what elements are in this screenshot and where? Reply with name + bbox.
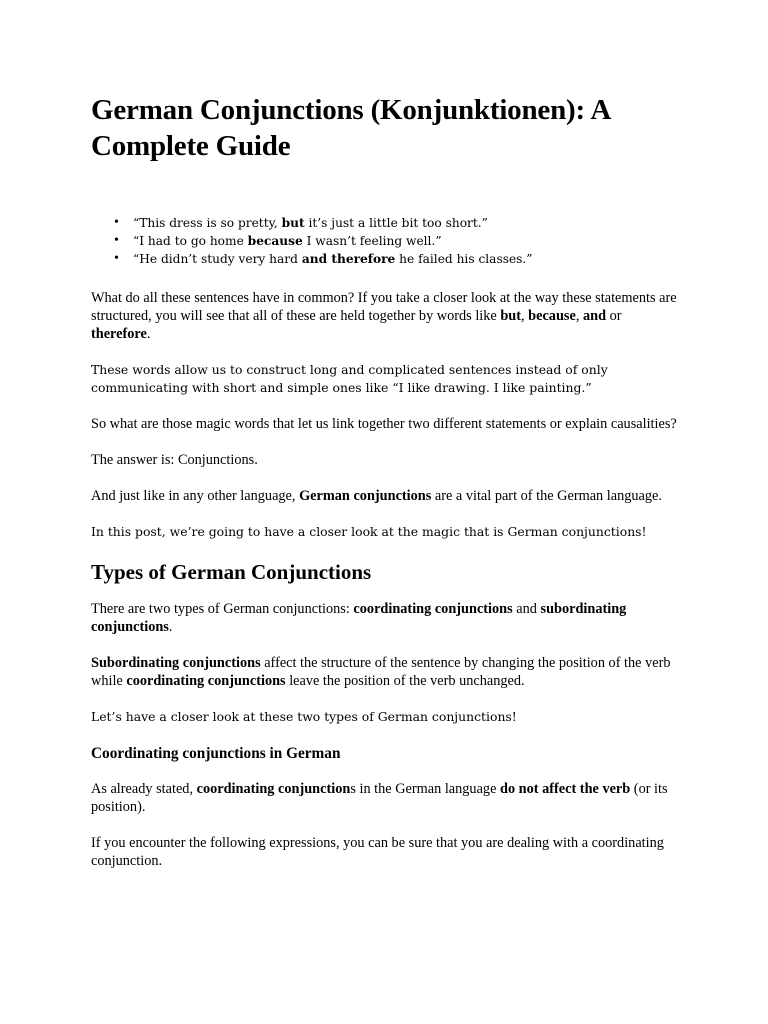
paragraph-following-expressions: If you encounter the following expressions, you can be sure that you are dealing with a coordinating conjunction.: [91, 835, 664, 869]
keyword-subordinating: Subordinating conjunctions: [91, 655, 261, 671]
list-item: [133, 250, 678, 268]
paragraph-text: .: [168, 619, 173, 635]
keyword-but: but: [500, 308, 521, 324]
paragraph-text: As already stated,: [91, 781, 197, 797]
intro-paragraph: [91, 289, 678, 343]
page-title: German Conjunctions (Konjunktionen): A Complete Guide: [91, 94, 610, 162]
keyword-because: because: [528, 308, 576, 324]
keyword-verb: do not affect the verb: [500, 781, 631, 797]
paragraph-post-intro: In this post, we’re going to have a closer look at the magic that is German conjunctions!: [91, 524, 647, 539]
paragraph-sentences: These words allow us to construct long and complicated sentences instead of only communicating with short and simple ones like “I like drawing. I like painting.”: [91, 362, 608, 395]
paragraph-text: There are two types of German conjunctions:: [91, 601, 354, 617]
paragraph-text: and: [512, 601, 541, 617]
paragraph-closer-look: Let’s have a closer look at these two types of German conjunctions!: [91, 709, 517, 724]
list-item: [133, 232, 678, 250]
keyword-therefore: therefore: [91, 326, 147, 342]
paragraph-text: ,: [575, 308, 583, 324]
example-text: he failed his classes.”: [395, 252, 533, 266]
example-keyword: and therefore: [301, 252, 396, 266]
keyword-coordinating: coordinating conjunctions: [126, 673, 286, 689]
example-keyword: but: [281, 216, 305, 230]
paragraph-text: .: [146, 326, 151, 342]
paragraph-two-types: [91, 600, 678, 636]
example-text: I wasn’t feeling well.”: [302, 234, 442, 248]
paragraph-german-conjunctions: [91, 487, 678, 505]
paragraph-verb-position: [91, 654, 678, 690]
keyword-coordinating: coordinating conjunction: [196, 781, 351, 797]
paragraph-text: And just like in any other language,: [91, 488, 300, 504]
list-item: [133, 214, 678, 232]
example-text: “This dress is so pretty,: [133, 216, 282, 230]
paragraph-text: s in the German language: [350, 781, 500, 797]
paragraph-magic-words: So what are those magic words that let us link together two different statements or explain causalities?: [91, 416, 677, 432]
paragraph-text: affect the structure of the sentence by changing the position of the verb while: [91, 655, 671, 689]
subsection-heading-coordinating: Coordinating conjunctions in German: [91, 745, 341, 762]
keyword-german-conjunctions: German conjunctions: [299, 488, 432, 504]
paragraph-text: (or its position).: [91, 781, 668, 815]
paragraph-already-stated: [91, 780, 678, 816]
paragraph-answer: The answer is: Conjunctions.: [91, 452, 258, 468]
example-text: “He didn’t study very hard: [133, 252, 302, 266]
paragraph-text: or: [606, 308, 622, 324]
keyword-coordinating: coordinating conjunctions: [353, 601, 513, 617]
example-text: “I had to go home: [133, 234, 248, 248]
keyword-and: and: [582, 308, 607, 324]
section-heading-types: Types of German Conjunctions: [91, 560, 372, 584]
paragraph-text: leave the position of the verb unchanged.: [285, 673, 525, 689]
paragraph-text: What do all these sentences have in common? If you take a closer look at the way these statements are structured, you will see that all of these are held together by words like: [91, 290, 677, 324]
example-text: it’s just a little bit too short.”: [304, 216, 488, 230]
example-keyword: because: [247, 234, 303, 248]
example-sentences-list: [91, 214, 678, 268]
paragraph-text: are a vital part of the German language.: [431, 488, 662, 504]
keyword-subordinating: subordinating conjunctions: [91, 601, 627, 635]
paragraph-text: ,: [521, 308, 529, 324]
